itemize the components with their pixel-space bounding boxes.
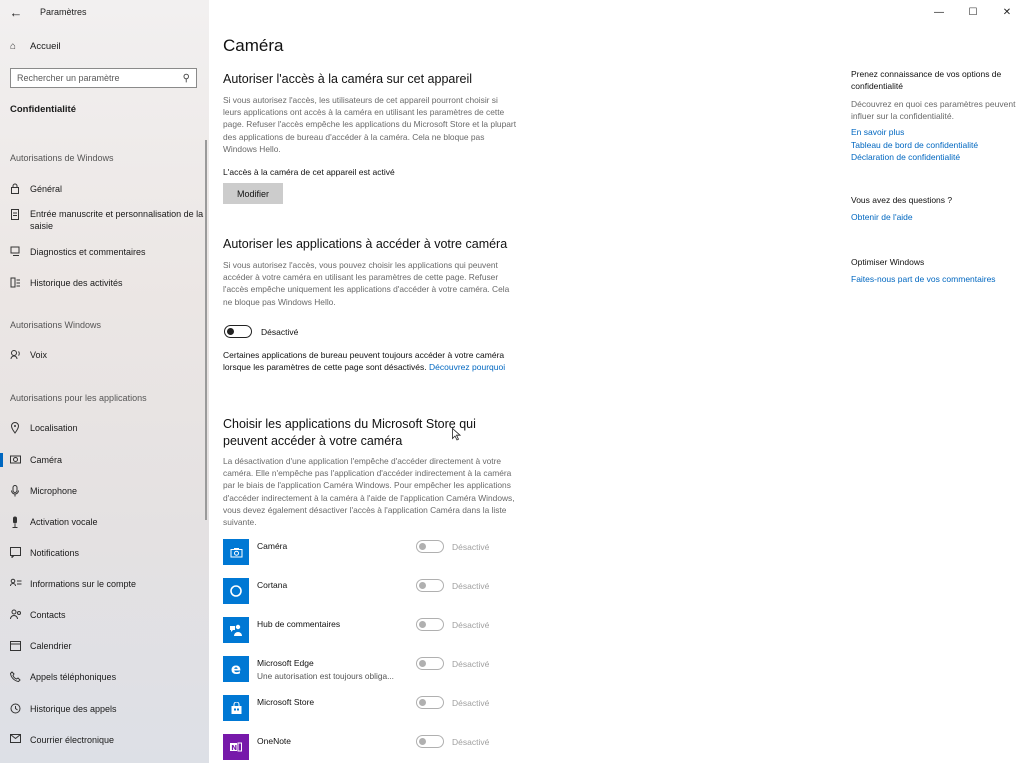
feedback-hub-icon bbox=[223, 617, 249, 643]
section-description-device-access: Si vous autorisez l'accès, les utilisateurs de cet appareil pourront choisir si leurs applications ont accès à la caméra en utilisant les paramètres de cette page. Refuser l'accès empêche les applications du Microsoft Store et la plupart des applications de bureau d'accéder à la caméra. Cela ne bloque pas Windows Hello. bbox=[223, 95, 517, 154]
mail-icon bbox=[10, 734, 30, 743]
app-name: Caméra bbox=[257, 541, 288, 551]
app-name: Microsoft Edge bbox=[257, 658, 314, 668]
lock-icon bbox=[10, 183, 30, 194]
sidebar-item-diagnostics[interactable]: Diagnostics et commentaires bbox=[10, 246, 206, 258]
section-heading-device-access: Autoriser l'accès à la caméra sur cet appareil bbox=[223, 72, 473, 86]
mouse-cursor-icon bbox=[452, 428, 461, 444]
app-toggle-onenote[interactable] bbox=[416, 735, 444, 748]
app-toggle-label: Désactivé bbox=[452, 620, 490, 630]
close-icon[interactable]: ✕ bbox=[1002, 6, 1012, 18]
questions-panel bbox=[851, 194, 1021, 224]
app-toggle-store[interactable] bbox=[416, 696, 444, 709]
sidebar-item-voice[interactable]: Voix bbox=[10, 349, 206, 361]
section-heading-app-access: Autoriser les applications à accéder à votre caméra bbox=[223, 237, 508, 251]
sidebar-item-camera[interactable]: Caméra bbox=[10, 454, 206, 466]
sidebar-item-account-info[interactable]: Informations sur le compte bbox=[10, 578, 206, 590]
app-toggle-label: Désactivé bbox=[452, 542, 490, 552]
search-input[interactable] bbox=[17, 73, 183, 83]
app-toggle-label: Désactivé bbox=[452, 737, 490, 747]
toggle-knob bbox=[227, 328, 234, 335]
section-heading-store-apps-2: peuvent accéder à votre caméra bbox=[223, 434, 403, 448]
search-box[interactable] bbox=[10, 68, 197, 88]
privacy-options-heading: Prenez connaissance de vos options de confidentialité bbox=[851, 69, 1002, 91]
contacts-icon bbox=[10, 609, 30, 620]
sidebar-item-home[interactable] bbox=[10, 41, 61, 52]
app-access-toggle-label: Désactivé bbox=[261, 327, 299, 337]
section-description-store-apps: La désactivation d'une application l'empêche d'accéder directement à votre caméra. Elle n'empêche pas l'application d'accéder indirectement à la caméra par le biais de l'application Caméra Windows. Pour empêcher les applications d'accéder indirectement à la caméra à l'aide de l'application Caméra Windows, vous devez également désactiver l'accès à l'application Caméra dans la liste suivante. bbox=[223, 456, 515, 528]
app-row-onenote bbox=[223, 734, 513, 762]
desktop-apps-note: Certaines applications de bureau peuvent toujours accéder à votre caméra lorsque les paramètres de cette page sont désactivés. Découvrez pourquoi bbox=[223, 350, 506, 372]
diagnostics-icon bbox=[10, 246, 30, 257]
questions-heading: Vous avez des questions ? bbox=[851, 195, 953, 205]
app-row-camera bbox=[223, 539, 513, 567]
app-toggle-label: Désactivé bbox=[452, 698, 490, 708]
app-row-cortana bbox=[223, 578, 513, 606]
toggle-knob bbox=[419, 699, 426, 706]
toggle-knob bbox=[419, 660, 426, 667]
modify-button[interactable]: Modifier bbox=[223, 183, 283, 204]
calendar-icon bbox=[10, 640, 30, 651]
privacy-dashboard-link[interactable]: Tableau de bord de confidentialité bbox=[851, 139, 979, 150]
sidebar-item-general[interactable]: Général bbox=[10, 183, 206, 195]
voice-activation-icon bbox=[10, 516, 30, 528]
app-row-feedback-hub bbox=[223, 617, 513, 645]
main-content bbox=[209, 0, 1024, 763]
account-icon bbox=[10, 578, 30, 588]
get-help-link[interactable]: Obtenir de l'aide bbox=[851, 212, 913, 222]
store-icon bbox=[223, 695, 249, 721]
maximize-icon[interactable]: ☐ bbox=[968, 6, 978, 18]
title-bar bbox=[0, 0, 209, 24]
section-heading-store-apps-1: Choisir les applications du Microsoft Store qui bbox=[223, 417, 476, 431]
svg-text:N: N bbox=[231, 743, 238, 752]
app-row-store bbox=[223, 695, 513, 723]
camera-icon bbox=[10, 454, 30, 464]
app-name: Microsoft Store bbox=[257, 697, 315, 707]
minimize-icon[interactable]: — bbox=[934, 6, 944, 18]
improve-windows-heading: Optimiser Windows bbox=[851, 257, 925, 267]
give-feedback-link[interactable]: Faites-nous part de vos commentaires bbox=[851, 274, 996, 284]
group-label-app-permissions: Autorisations pour les applications bbox=[10, 393, 147, 403]
improve-windows-panel bbox=[851, 256, 1021, 286]
sidebar-item-activity-history[interactable]: Historique des activités bbox=[10, 277, 206, 289]
app-toggle-camera[interactable] bbox=[416, 540, 444, 553]
app-row-edge bbox=[223, 656, 513, 684]
sidebar-item-label: Accueil bbox=[30, 41, 61, 52]
microphone-icon bbox=[10, 485, 30, 497]
sidebar-item-phone-calls[interactable]: Appels téléphoniques bbox=[10, 671, 206, 683]
privacy-statement-link[interactable]: Déclaration de confidentialité bbox=[851, 152, 961, 162]
sidebar-scrollbar[interactable] bbox=[205, 140, 207, 520]
toggle-knob bbox=[419, 543, 426, 550]
window-controls bbox=[922, 0, 1024, 24]
privacy-options-panel bbox=[851, 68, 1021, 164]
section-description-app-access: Si vous autorisez l'accès, vous pouvez choisir les applications qui peuvent accéder à votre caméra en utilisant les paramètres de cette page. Refuser l'accès empêche uniquement les applications d'accéder à votre caméra. Cela ne bloque pas Windows Hello. bbox=[223, 260, 510, 307]
cortana-icon bbox=[223, 578, 249, 604]
voice-icon bbox=[10, 349, 30, 360]
app-toggle-feedback-hub[interactable] bbox=[416, 618, 444, 631]
app-name: OneNote bbox=[257, 736, 292, 746]
privacy-options-description: Découvrez en quoi ces paramètres peuvent influer sur la confidentialité. bbox=[851, 99, 1016, 121]
toggle-knob bbox=[419, 738, 426, 745]
app-name: Cortana bbox=[257, 580, 288, 590]
current-section-title: Confidentialité bbox=[10, 104, 76, 115]
toggle-knob bbox=[419, 582, 426, 589]
location-icon bbox=[10, 422, 30, 434]
activity-icon bbox=[10, 277, 30, 288]
sidebar-item-email[interactable]: Courrier électronique bbox=[10, 734, 206, 746]
app-toggle-label: Désactivé bbox=[452, 659, 490, 669]
sidebar-item-handwriting[interactable]: Entrée manuscrite et personnalisation de la saisie bbox=[10, 208, 206, 232]
sidebar-item-microphone[interactable]: Microphone bbox=[10, 485, 206, 497]
onenote-icon bbox=[223, 734, 249, 760]
sidebar-item-calendar[interactable]: Calendrier bbox=[10, 640, 206, 652]
back-arrow-icon[interactable]: ← bbox=[9, 4, 23, 20]
clipboard-icon bbox=[10, 208, 30, 220]
sidebar-item-voice-activation[interactable]: Activation vocale bbox=[10, 516, 206, 528]
app-access-toggle[interactable] bbox=[224, 325, 252, 338]
learn-more-link[interactable]: En savoir plus bbox=[851, 127, 905, 137]
sidebar-item-notifications[interactable]: Notifications bbox=[10, 547, 206, 559]
sidebar-item-location[interactable]: Localisation bbox=[10, 422, 206, 434]
app-toggle-label: Désactivé bbox=[452, 581, 490, 591]
history-icon bbox=[10, 703, 30, 714]
app-toggle-edge[interactable] bbox=[416, 657, 444, 670]
app-toggle-cortana[interactable] bbox=[416, 579, 444, 592]
toggle-knob bbox=[419, 621, 426, 628]
window-title: Paramètres bbox=[40, 7, 87, 17]
group-label-windows-permissions: Autorisations de Windows bbox=[10, 153, 114, 163]
edge-icon: e bbox=[223, 656, 249, 682]
search-icon[interactable]: ⚲ bbox=[182, 72, 190, 84]
home-icon: ⌂ bbox=[10, 41, 17, 52]
sidebar-item-call-history[interactable]: Historique des appels bbox=[10, 703, 206, 715]
app-subtitle: Une autorisation est toujours obliga... bbox=[257, 671, 394, 681]
phone-icon bbox=[10, 671, 30, 682]
sidebar-item-contacts[interactable]: Contacts bbox=[10, 609, 206, 621]
sidebar bbox=[0, 0, 209, 763]
learn-why-link[interactable]: Découvrez pourquoi bbox=[429, 362, 506, 372]
camera-app-icon bbox=[223, 539, 249, 565]
notification-icon bbox=[10, 547, 30, 558]
group-label-windows-authorizations: Autorisations Windows bbox=[10, 320, 102, 330]
page-title: Caméra bbox=[223, 36, 284, 55]
device-access-status: L'accès à la caméra de cet appareil est activé bbox=[223, 167, 395, 177]
app-name: Hub de commentaires bbox=[257, 619, 341, 629]
